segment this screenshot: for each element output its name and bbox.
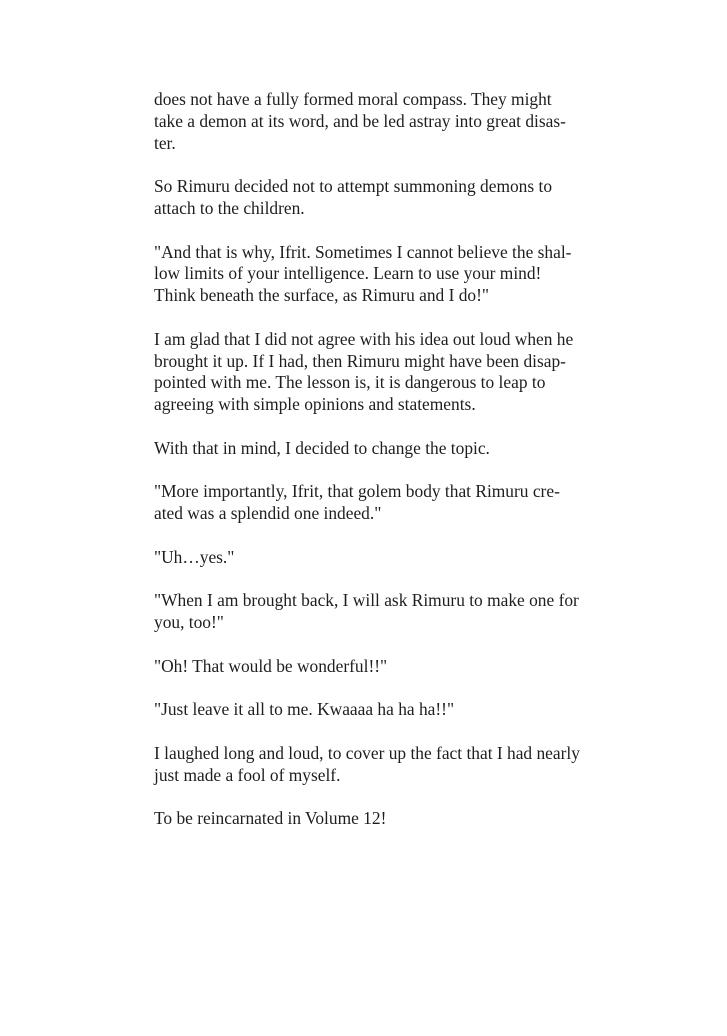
text-line: ter. [154,132,176,153]
text-line: low limits of your intelligence. Learn to use your mind! [154,263,542,284]
paragraph [154,699,594,721]
text-line: "And that is why, Ifrit. Sometimes I cannot believe the shal- [154,241,572,262]
text-line: I am glad that I did not agree with his idea out loud when he [154,328,574,349]
text-line: "More importantly, Ifrit, that golem body that Rimuru cre- [154,481,560,502]
text-line: "Oh! That would be wonderful!!" [154,655,388,676]
text-line: To be reincarnated in Volume 12! [154,808,387,829]
text-line: "Just leave it all to me. Kwaaaa ha ha ha!!" [154,699,455,720]
text-line: Think beneath the surface, as Rimuru and I do!" [154,285,489,306]
text-line: agreeing with simple opinions and statements. [154,394,476,415]
text-line: brought it up. If I had, then Rimuru might have been disap- [154,350,566,371]
paragraph [154,481,594,525]
text-line: "Uh…yes." [154,546,235,567]
paragraph [154,656,594,678]
paragraph [154,743,594,787]
document-page [154,89,594,852]
text-line: I laughed long and loud, to cover up the fact that I had nearly [154,742,580,763]
paragraph [154,808,594,830]
paragraph [154,590,594,634]
text-line: just made a fool of myself. [154,764,341,785]
text-line: take a demon at its word, and be led astray into great disas- [154,110,566,131]
text-line: does not have a fully formed moral compass. They might [154,89,552,109]
text-line: attach to the children. [154,197,305,218]
text-line: you, too!" [154,612,224,633]
paragraph [154,89,594,154]
text-line: "When I am brought back, I will ask Rimuru to make one for [154,590,579,611]
paragraph [154,176,594,220]
paragraph [154,242,594,307]
paragraph [154,547,594,569]
text-line: ated was a splendid one indeed." [154,503,382,524]
paragraph [154,329,594,416]
text-line: pointed with me. The lesson is, it is dangerous to leap to [154,372,546,393]
paragraph [154,438,594,460]
text-line: With that in mind, I decided to change the topic. [154,437,490,458]
text-line: So Rimuru decided not to attempt summoning demons to [154,176,553,197]
